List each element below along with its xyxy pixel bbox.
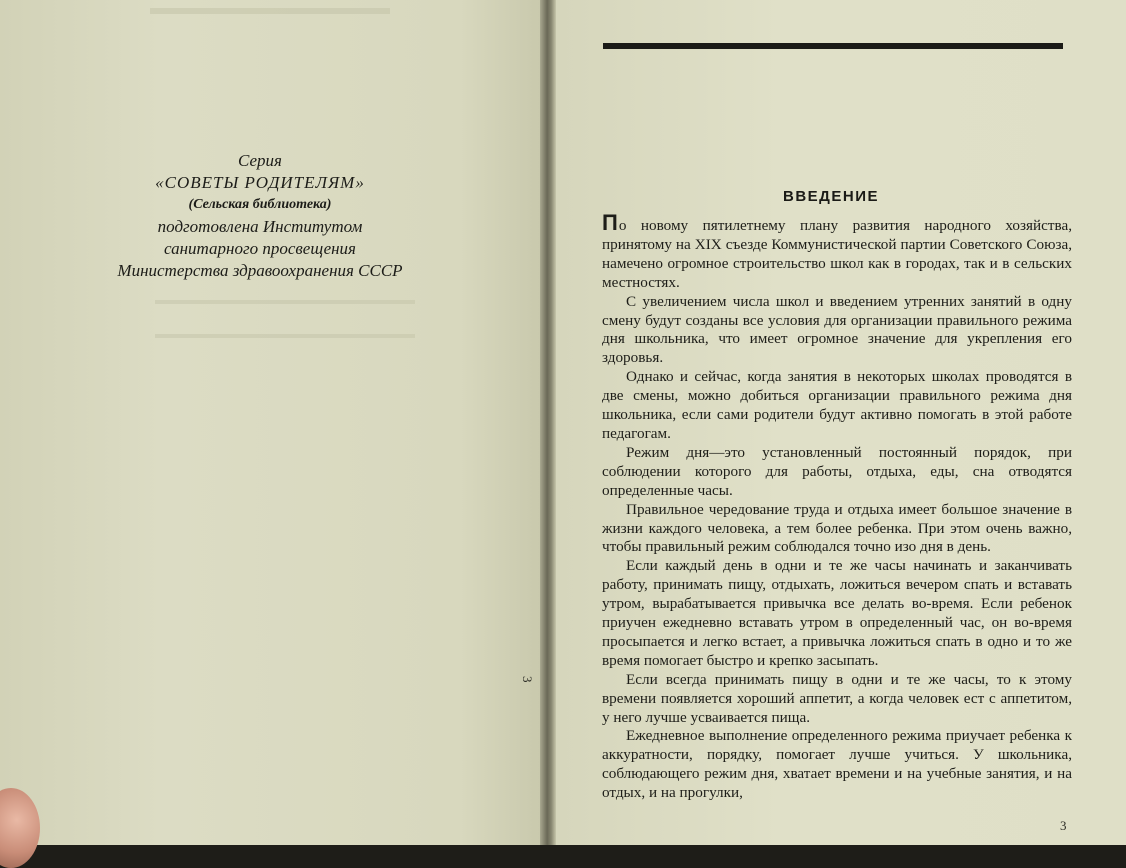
paragraph: Однако и сейчас, когда занятия в некоторых школах проводятся в две смены, можно добиться организации правильного режима дня школьника, если сами родители будут активно помогать в этой работе педагогам. — [602, 368, 1072, 442]
header-rule — [603, 43, 1063, 49]
paragraph: С увеличением числа школ и введением утренних занятий в одну смену будут созданы все условия для организации правильного режима дня школьника, что имеет огромное значение для укрепления его здоровья. — [602, 292, 1072, 367]
paragraph: Режим дня—это установленный постоянный порядок, при соблюдении которого для работы, отдыха, еды, сна отводятся определенные часы. — [602, 443, 1072, 499]
series-title: «СОВЕТЫ РОДИТЕЛЯМ» — [155, 173, 365, 192]
paragraph: Правильное чередование труда и отдыха имеет большое значение в жизни каждого человека, а тем более ребенка. При этом очень важно, чтобы правильный режим соблюдался точно изо дня в день. — [602, 500, 1072, 556]
paragraph: Если каждый день в одни и те же часы начинать и заканчивать работу, принимать пищу, отдыхать, ложиться вечером спать и вставать утром, вырабатывается привычка все делать во-время. Если ребенок приучен ежедневно вставать утром в определенный час, он во-время просыпается и легко встает, а привычка ложиться спать в одно и то же время помогает быстро и крепко засыпать. — [602, 557, 1072, 669]
paragraph: Если всегда принимать пищу в одни и те же часы, то к этому времени появляется хороший аппетит, а когда человек ест с аппетитом, у него лучше усваивается пища. — [602, 670, 1072, 726]
series-info — [70, 150, 450, 282]
series-subtitle: (Сельская библиотека) — [188, 197, 332, 212]
series-line: санитарного просвещения — [164, 239, 356, 258]
series-line: подготовлена Институтом — [157, 217, 363, 236]
series-line: Министерства здравоохранения СССР — [117, 261, 403, 280]
body-text — [602, 210, 1072, 803]
right-page-number: 3 — [1060, 818, 1067, 833]
chapter-heading: ВВЕДЕНИЕ — [783, 188, 879, 205]
drop-cap: П — [602, 210, 618, 235]
paragraph: Ежедневное выполнение определенного режима приучает ребенка к аккуратности, порядку, помогает лучше учиться. У школьника, соблюдающего режим дня, хватает времени и на учебные занятия, и на отдых, и на прогулки, — [602, 727, 1072, 802]
paragraph: По новому пятилетнему плану развития народного хозяйства, принятому на XIX съезде Коммунистической партии Советского Союза, намечено огромное строительство школ как в городах, так и в сельских местностях. — [602, 210, 1072, 291]
show-through-mark — [155, 300, 415, 338]
series-line: Серия — [238, 151, 282, 170]
show-through-mark — [150, 8, 390, 26]
book-gutter — [540, 0, 556, 845]
right-page — [556, 0, 1126, 845]
left-page — [0, 0, 540, 845]
left-page-number: 3 — [520, 676, 535, 683]
